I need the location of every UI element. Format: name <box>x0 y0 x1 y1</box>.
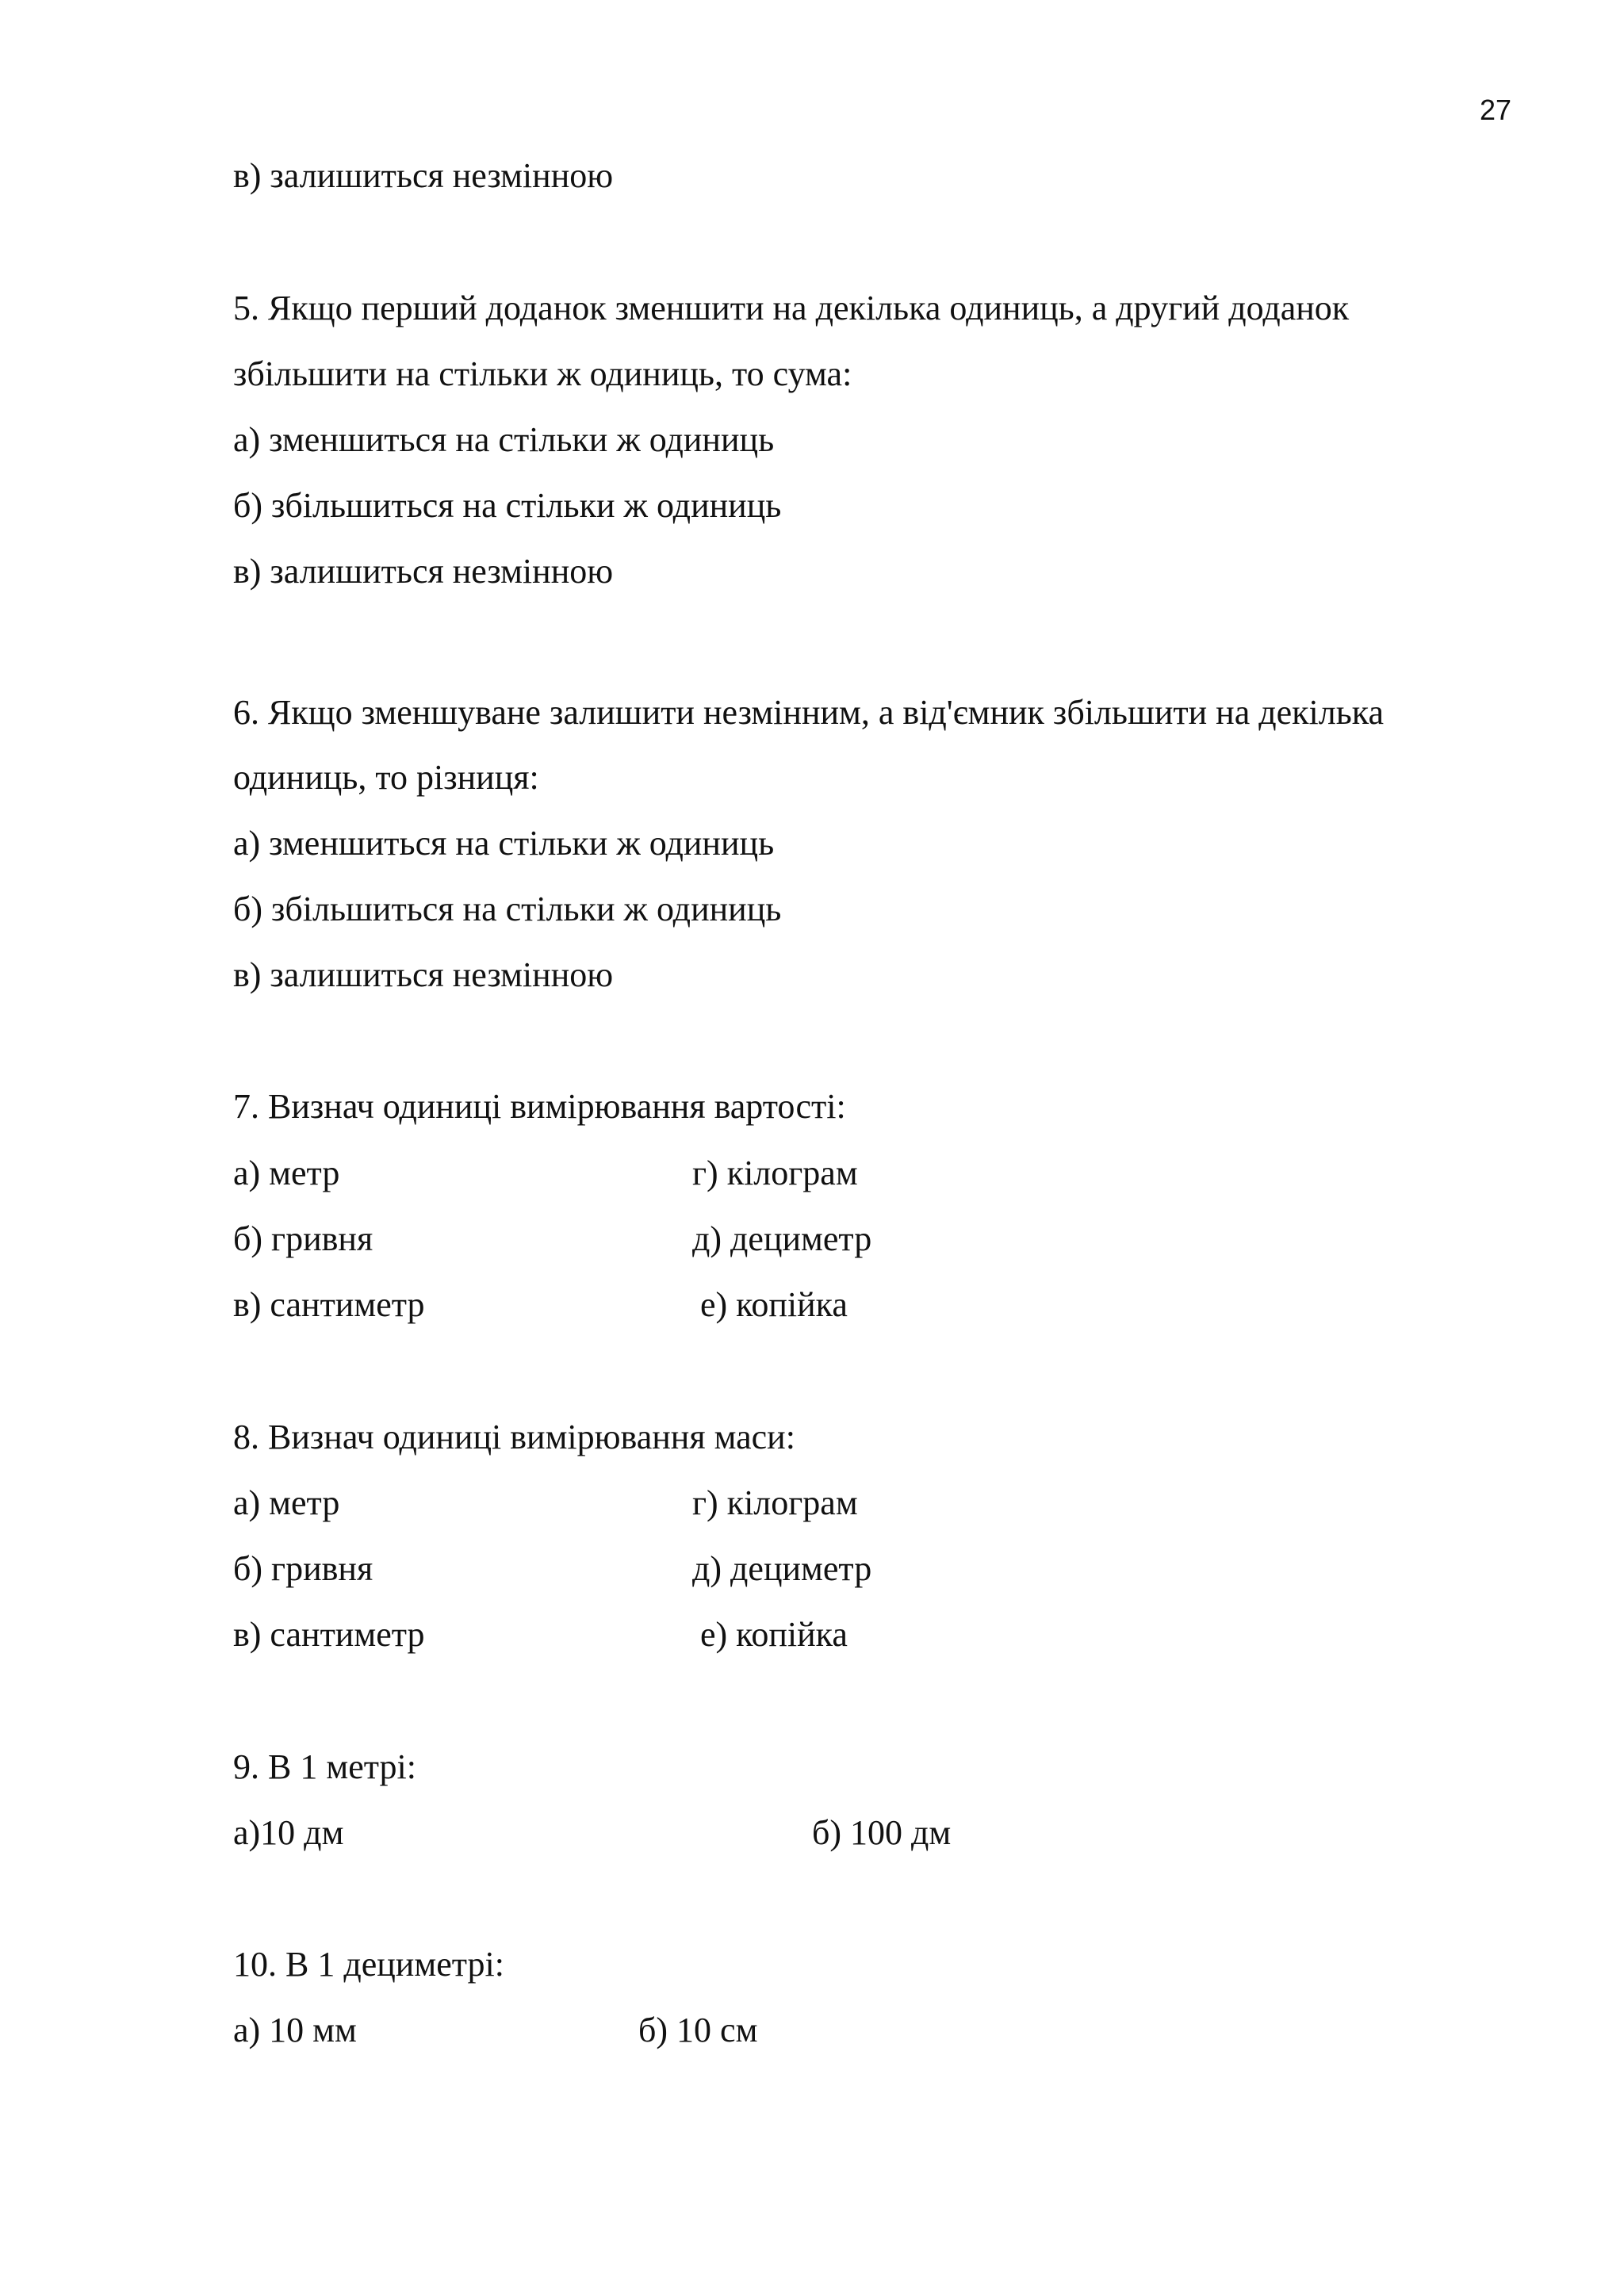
question-5-option-c: в) залишиться незмінною <box>233 552 614 591</box>
question-8-text: 8. Визнач одиниці вимірювання маси: <box>233 1418 795 1456</box>
question-7-option-d: д) дециметр <box>692 1219 872 1258</box>
question-10-text: 10. В 1 дециметрі: <box>233 1945 504 1984</box>
question-7-option-g: г) кілограм <box>692 1154 858 1192</box>
question-5-text-cont: збільшити на стільки ж одиниць, то сума: <box>233 354 852 393</box>
question-10-option-a: а) 10 мм <box>233 2011 357 2049</box>
question-8-option-e: е) копійка <box>700 1615 848 1654</box>
question-8-option-d: д) дециметр <box>692 1549 872 1588</box>
question-7-option-v: в) сантиметр <box>233 1285 425 1324</box>
question-5-option-a: а) зменшиться на стільки ж одиниць <box>233 420 775 459</box>
question-8-option-a: а) метр <box>233 1483 340 1522</box>
page-number: 27 <box>1480 94 1512 126</box>
question-8-option-b: б) гривня <box>233 1549 373 1588</box>
question-9-option-b: б) 100 дм <box>812 1813 952 1852</box>
question-6-option-b: б) збільшиться на стільки ж одиниць <box>233 890 782 928</box>
question-8-option-v: в) сантиметр <box>233 1615 425 1654</box>
question-5-text: 5. Якщо перший доданок зменшити на декілька одиниць, а другий доданок <box>233 289 1350 327</box>
question-7-option-a: а) метр <box>233 1154 340 1192</box>
question-6-text: 6. Якщо зменшуване залишити незмінним, а від'ємник збільшити на декілька <box>233 693 1385 732</box>
answer-line: в) залишиться незмінною <box>233 156 614 195</box>
question-6-option-c: в) залишиться незмінною <box>233 955 614 994</box>
question-6-option-a: а) зменшиться на стільки ж одиниць <box>233 824 775 863</box>
question-8-option-g: г) кілограм <box>692 1483 858 1522</box>
question-7-text: 7. Визнач одиниці вимірювання вартості: <box>233 1087 846 1126</box>
question-9-option-a: а)10 дм <box>233 1813 344 1852</box>
question-5-option-b: б) збільшиться на стільки ж одиниць <box>233 486 782 525</box>
question-10-option-b: б) 10 см <box>638 2011 758 2049</box>
question-7-option-b: б) гривня <box>233 1219 373 1258</box>
question-7-option-e: е) копійка <box>700 1285 848 1324</box>
question-6-text-cont: одиниць, то різниця: <box>233 758 539 797</box>
question-9-text: 9. В 1 метрі: <box>233 1747 416 1786</box>
